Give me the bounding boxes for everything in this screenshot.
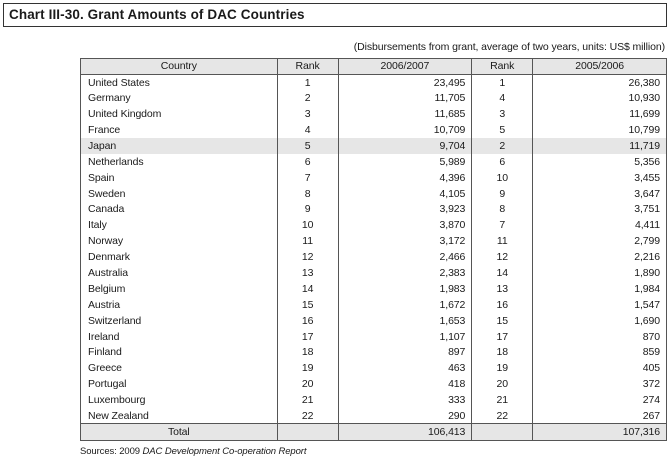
row-value-2006-2007: 3,172 <box>338 233 472 249</box>
row-country: Greece <box>81 360 278 376</box>
row-rank-2006-2007: 2 <box>277 90 338 106</box>
row-country: Belgium <box>81 281 278 297</box>
row-value-2006-2007: 2,466 <box>338 249 472 265</box>
row-country: Canada <box>81 202 278 218</box>
row-value-2006-2007: 333 <box>338 392 472 408</box>
row-rank-2006-2007: 18 <box>277 345 338 361</box>
row-country: Austria <box>81 297 278 313</box>
row-rank-2005-2006: 2 <box>472 138 533 154</box>
row-value-2006-2007: 1,983 <box>338 281 472 297</box>
chart-title-box <box>3 3 667 27</box>
row-country: Norway <box>81 233 278 249</box>
table-row <box>81 345 667 361</box>
header-2006-2007: 2006/2007 <box>338 59 472 75</box>
table-row <box>81 297 667 313</box>
row-country: United Kingdom <box>81 106 278 122</box>
row-value-2005-2006: 274 <box>533 392 667 408</box>
row-rank-2005-2006: 8 <box>472 202 533 218</box>
table-row <box>81 74 667 90</box>
row-country: Japan <box>81 138 278 154</box>
row-rank-2006-2007: 22 <box>277 408 338 424</box>
table-row <box>81 360 667 376</box>
row-rank-2006-2007: 20 <box>277 376 338 392</box>
row-rank-2006-2007: 16 <box>277 313 338 329</box>
table-row <box>81 408 667 424</box>
row-rank-2005-2006: 4 <box>472 90 533 106</box>
row-value-2005-2006: 26,380 <box>533 74 667 90</box>
row-rank-2005-2006: 7 <box>472 217 533 233</box>
table-row <box>81 249 667 265</box>
row-value-2006-2007: 11,685 <box>338 106 472 122</box>
table-row <box>81 392 667 408</box>
row-value-2006-2007: 2,383 <box>338 265 472 281</box>
row-value-2005-2006: 3,647 <box>533 186 667 202</box>
row-rank-2005-2006: 3 <box>472 106 533 122</box>
row-value-2006-2007: 4,105 <box>338 186 472 202</box>
table-row <box>81 186 667 202</box>
row-value-2005-2006: 267 <box>533 408 667 424</box>
header-rank-2006-2007: Rank <box>277 59 338 75</box>
row-rank-2006-2007: 13 <box>277 265 338 281</box>
row-rank-2006-2007: 10 <box>277 217 338 233</box>
row-value-2005-2006: 10,799 <box>533 122 667 138</box>
row-rank-2005-2006: 9 <box>472 186 533 202</box>
row-rank-2005-2006: 11 <box>472 233 533 249</box>
row-country: Portugal <box>81 376 278 392</box>
row-rank-2006-2007: 4 <box>277 122 338 138</box>
row-value-2005-2006: 3,751 <box>533 202 667 218</box>
row-country: United States <box>81 74 278 90</box>
header-rank-2005-2006: Rank <box>472 59 533 75</box>
table-row <box>81 202 667 218</box>
table-row <box>81 376 667 392</box>
row-rank-2006-2007: 17 <box>277 329 338 345</box>
total-2006-2007: 106,413 <box>338 424 472 441</box>
row-value-2005-2006: 10,930 <box>533 90 667 106</box>
row-country: Sweden <box>81 186 278 202</box>
row-rank-2005-2006: 21 <box>472 392 533 408</box>
row-value-2006-2007: 1,672 <box>338 297 472 313</box>
row-country: Ireland <box>81 329 278 345</box>
total-2005-2006: 107,316 <box>533 424 667 441</box>
row-value-2006-2007: 10,709 <box>338 122 472 138</box>
row-country: Finland <box>81 345 278 361</box>
sources-title: DAC Development Co-operation Report <box>142 446 307 457</box>
total-row <box>81 424 667 441</box>
table-row <box>81 154 667 170</box>
row-value-2005-2006: 870 <box>533 329 667 345</box>
table-row <box>81 281 667 297</box>
table-row <box>81 138 667 154</box>
table-row <box>81 170 667 186</box>
header-country: Country <box>81 59 278 75</box>
table-row <box>81 122 667 138</box>
row-value-2005-2006: 405 <box>533 360 667 376</box>
row-value-2005-2006: 1,547 <box>533 297 667 313</box>
row-country: Germany <box>81 90 278 106</box>
table-body <box>81 74 667 424</box>
table-row <box>81 265 667 281</box>
row-value-2005-2006: 859 <box>533 345 667 361</box>
row-rank-2006-2007: 9 <box>277 202 338 218</box>
row-country: France <box>81 122 278 138</box>
row-rank-2006-2007: 5 <box>277 138 338 154</box>
header-2005-2006: 2005/2006 <box>533 59 667 75</box>
row-rank-2005-2006: 16 <box>472 297 533 313</box>
row-rank-2006-2007: 15 <box>277 297 338 313</box>
row-value-2006-2007: 4,396 <box>338 170 472 186</box>
row-country: Australia <box>81 265 278 281</box>
table-row <box>81 329 667 345</box>
row-value-2005-2006: 2,799 <box>533 233 667 249</box>
row-rank-2006-2007: 19 <box>277 360 338 376</box>
row-value-2005-2006: 3,455 <box>533 170 667 186</box>
row-rank-2006-2007: 12 <box>277 249 338 265</box>
row-rank-2005-2006: 1 <box>472 74 533 90</box>
row-country: Netherlands <box>81 154 278 170</box>
row-country: Italy <box>81 217 278 233</box>
row-rank-2005-2006: 14 <box>472 265 533 281</box>
row-value-2006-2007: 23,495 <box>338 74 472 90</box>
row-rank-2005-2006: 15 <box>472 313 533 329</box>
row-rank-2006-2007: 7 <box>277 170 338 186</box>
row-value-2005-2006: 372 <box>533 376 667 392</box>
table-row <box>81 313 667 329</box>
chart-title: Chart III-30. Grant Amounts of DAC Countries <box>9 7 305 22</box>
row-value-2005-2006: 11,699 <box>533 106 667 122</box>
row-value-2005-2006: 4,411 <box>533 217 667 233</box>
row-value-2005-2006: 1,690 <box>533 313 667 329</box>
row-value-2005-2006: 2,216 <box>533 249 667 265</box>
row-rank-2006-2007: 8 <box>277 186 338 202</box>
table-header-row <box>81 59 667 75</box>
row-value-2005-2006: 5,356 <box>533 154 667 170</box>
row-value-2006-2007: 290 <box>338 408 472 424</box>
sources-prefix: Sources: 2009 <box>80 446 143 457</box>
row-rank-2006-2007: 21 <box>277 392 338 408</box>
row-value-2006-2007: 11,705 <box>338 90 472 106</box>
row-rank-2005-2006: 12 <box>472 249 533 265</box>
row-rank-2005-2006: 22 <box>472 408 533 424</box>
row-rank-2005-2006: 5 <box>472 122 533 138</box>
row-value-2006-2007: 1,107 <box>338 329 472 345</box>
row-country: Spain <box>81 170 278 186</box>
table-row <box>81 90 667 106</box>
row-rank-2006-2007: 3 <box>277 106 338 122</box>
grant-table <box>80 58 667 441</box>
table-row <box>81 217 667 233</box>
row-value-2006-2007: 1,653 <box>338 313 472 329</box>
total-label: Total <box>81 424 278 441</box>
total-rank-empty <box>277 424 338 441</box>
row-value-2006-2007: 418 <box>338 376 472 392</box>
row-value-2006-2007: 3,870 <box>338 217 472 233</box>
row-value-2006-2007: 5,989 <box>338 154 472 170</box>
row-country: Denmark <box>81 249 278 265</box>
sources-note <box>80 446 306 457</box>
row-value-2006-2007: 3,923 <box>338 202 472 218</box>
row-rank-2005-2006: 18 <box>472 345 533 361</box>
row-rank-2006-2007: 14 <box>277 281 338 297</box>
units-note: (Disbursements from grant, average of two years, units: US$ million) <box>353 41 665 53</box>
row-value-2006-2007: 463 <box>338 360 472 376</box>
row-value-2005-2006: 1,984 <box>533 281 667 297</box>
row-rank-2005-2006: 10 <box>472 170 533 186</box>
row-rank-2006-2007: 1 <box>277 74 338 90</box>
row-country: Switzerland <box>81 313 278 329</box>
row-rank-2005-2006: 20 <box>472 376 533 392</box>
row-value-2006-2007: 897 <box>338 345 472 361</box>
row-country: New Zealand <box>81 408 278 424</box>
row-rank-2005-2006: 13 <box>472 281 533 297</box>
row-rank-2005-2006: 19 <box>472 360 533 376</box>
row-value-2006-2007: 9,704 <box>338 138 472 154</box>
row-value-2005-2006: 11,719 <box>533 138 667 154</box>
row-value-2005-2006: 1,890 <box>533 265 667 281</box>
row-rank-2005-2006: 17 <box>472 329 533 345</box>
row-rank-2006-2007: 6 <box>277 154 338 170</box>
row-rank-2006-2007: 11 <box>277 233 338 249</box>
table-row <box>81 106 667 122</box>
table-row <box>81 233 667 249</box>
total-rank-empty-2 <box>472 424 533 441</box>
row-country: Luxembourg <box>81 392 278 408</box>
row-rank-2005-2006: 6 <box>472 154 533 170</box>
